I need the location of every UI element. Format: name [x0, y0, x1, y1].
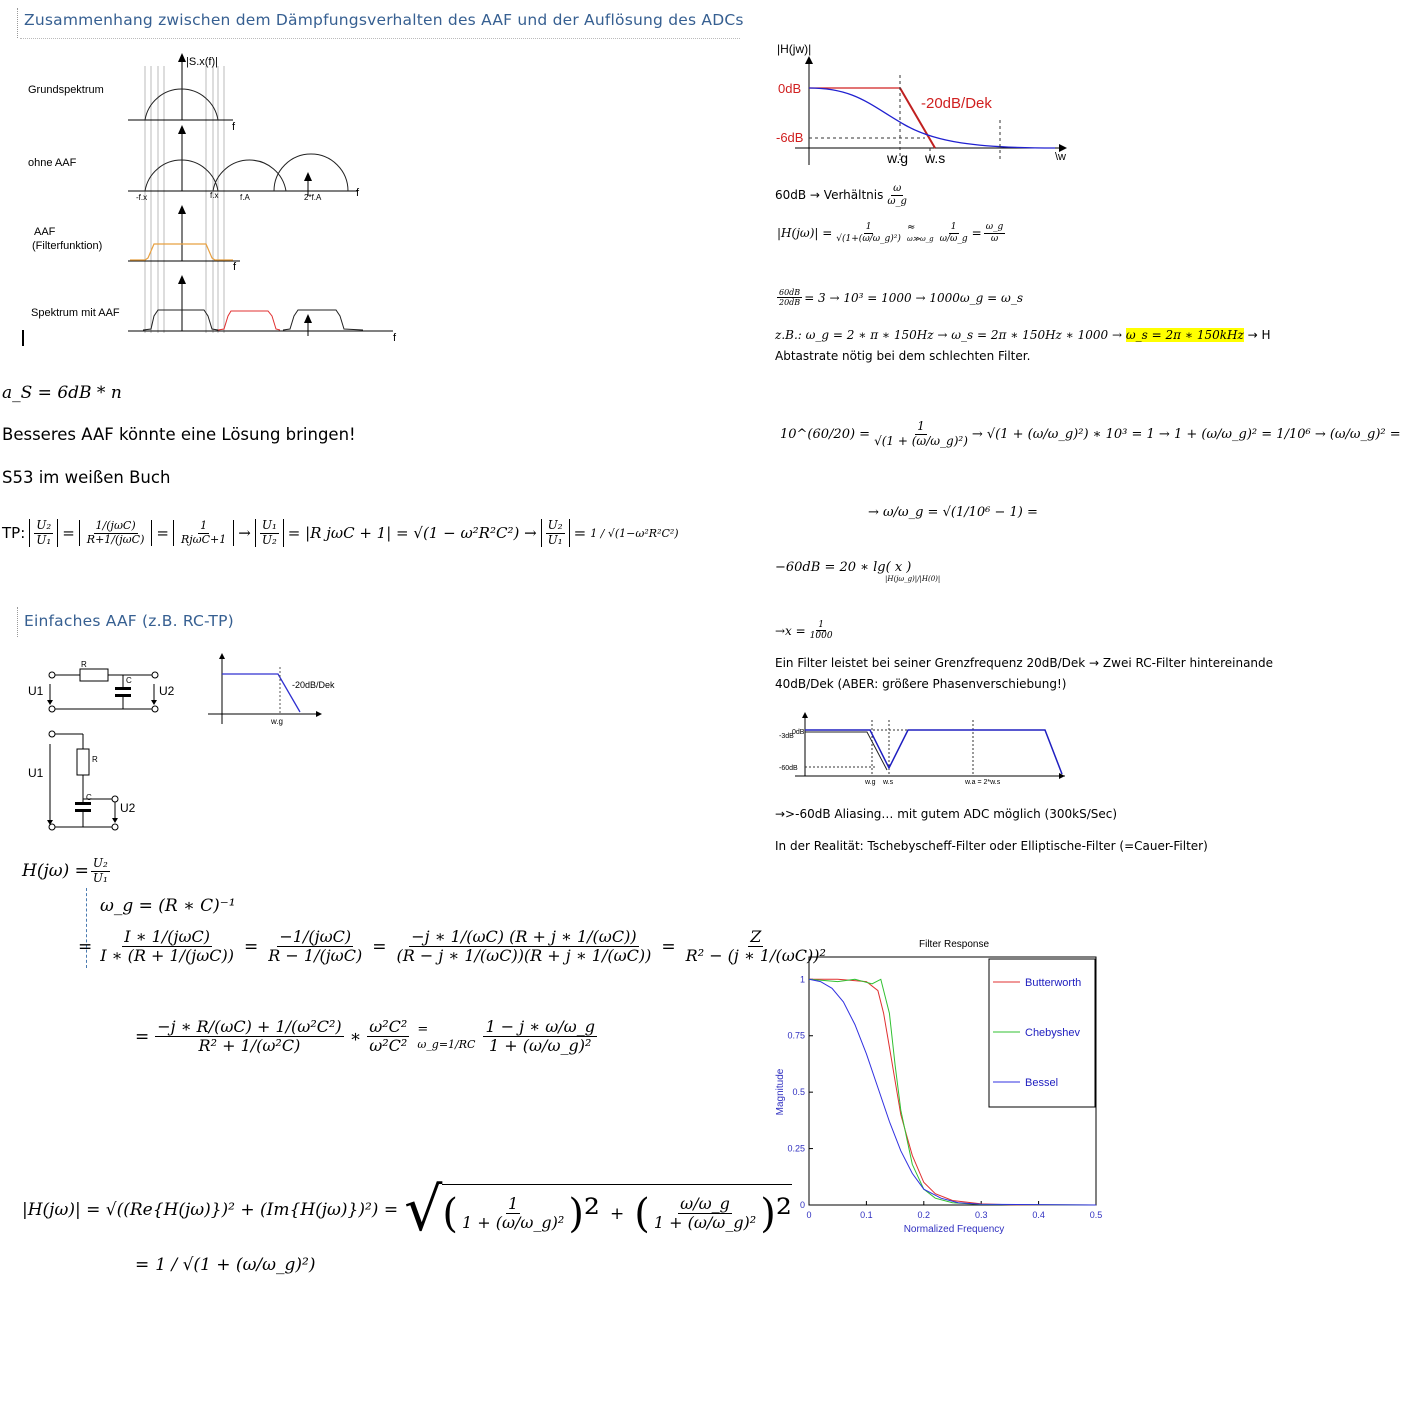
row-label-aaf: AAF [34, 226, 56, 238]
x-tick-label: 0.5 [1089, 1210, 1103, 1220]
h-def-num: U₂ [92, 856, 108, 870]
chart-xlabel: Normalized Frequency [903, 1224, 1005, 1235]
bode-y-label: |H(jw)| [777, 42, 812, 56]
line-60db: 60dB → Verhältnis $\frac{\omega}{\omega\_g}$ [775, 183, 907, 207]
tick-fx: f.x [210, 191, 219, 200]
tp-formula: TP: $\frac{\text{U₂}}{\text{U₁}}$ = $\frac{\text{1/(jωC)}}{\text{R+1/(jωC)}}$ = $\frac{1}{\text{RjωC+1}}$ → $\frac{\text{U₁}}{\text{U₂}}$ = |R jωC + 1| = √(1 − ω²R²C²) → $\frac{\text{U₂}}{\text{U₁}}$ = 1 / √(1−ω²R²C²) [2, 517, 679, 547]
f-label-3: f [233, 261, 237, 273]
r-label-1: R [81, 660, 87, 669]
x-tick-label: 0.2 [917, 1210, 931, 1220]
x-tick-label: 0.1 [860, 1210, 873, 1220]
zb-tail: → H [1247, 328, 1271, 342]
bode-wg: w.g [887, 150, 909, 166]
legend-label-butterworth: Butterworth [1025, 977, 1082, 989]
row-label-filterfunktion: (Filterfunktion) [32, 240, 103, 252]
f-label-2: f [356, 187, 360, 199]
tick-fa: f.A [240, 193, 250, 202]
row-label-mit-aaf: Spektrum mit AAF [31, 307, 120, 319]
c-label-1: C [126, 676, 132, 685]
h-def-den: U₁ [92, 870, 108, 885]
f-label-4: f [393, 332, 397, 344]
abs-h-approx: |H(jω)| = $\frac{1}{\text{√(1+(ω/ω\_g)²)}}$ ≈ ω≫ω_g $\frac{1}{\omega/\omega\_g}$ = $\frac{\omega\_g}{\omega}$ [777, 222, 1004, 244]
chart-title: Filter Response [918, 939, 990, 950]
x-tick-label: 0.4 [1032, 1210, 1045, 1220]
sb-wa: w.a = 2*w.s [965, 779, 1001, 786]
spectrum-axis-label: |S.x(f)| [186, 56, 218, 68]
wg-label-small: w.g [271, 717, 284, 726]
bode-0db: 0dB [778, 81, 802, 96]
bode-w: \w [1055, 151, 1066, 163]
derivation-line-1: = $\frac{\text{I ∗ 1/(jωC)}}{\text{I ∗ (R + 1/(jωC))}}$ = $\frac{\text{−1/(jωC)}}{\text{R − 1/(jωC)}}$ = $\frac{-j ∗ 1/(\omega C) (R + j ∗ 1/(\omega C))}{(R - j ∗ 1/(\omega C))(R + j ∗ 1/(\omega C))}$ = $\frac{Z}{\text{R² − (j ∗ 1/(ωC))²}}$ [78, 927, 826, 966]
omega-g-def: ω_g = (R ∗ C)⁻¹ [100, 896, 236, 916]
r-label-2: R [92, 755, 98, 764]
bode-minus6db: -6dB [776, 130, 804, 145]
rc-circuit-figure [20, 652, 360, 842]
minus60-line: −60dB = 20 ∗ lg( x ) |H(jω_g)|/|H(0)| [775, 560, 941, 583]
final-result: = 1 / √(1 + (ω/ω_g)²) [135, 1255, 316, 1275]
u1-label-2: U1 [28, 766, 44, 780]
sb-3db: -3dB [779, 733, 794, 740]
final-formula: 1 / √(1 + (ω/ω_g)²) [155, 1255, 316, 1275]
c-label-2: C [86, 793, 92, 802]
zb-text: z.B.: ω_g = 2 ∗ π ∗ 150Hz → ω_s = 2π ∗ 150Hz ∗ 1000 → [775, 328, 1123, 342]
f-label-1: f [232, 121, 236, 133]
sb-0db: 0dB [792, 729, 805, 736]
row-label-grundspektrum: Grundspektrum [28, 84, 104, 96]
two-filter-bode [775, 710, 1075, 785]
line-60db-text: 60dB → Verhältnis [775, 188, 884, 202]
u2-label-1: U2 [159, 684, 175, 698]
tp-prefix: TP: [2, 524, 26, 542]
chart-ylabel: Magnitude [775, 1068, 786, 1116]
spectrum-figure [18, 48, 438, 358]
legend-label-chebyshev: Chebyshev [1025, 1027, 1081, 1039]
minus60-text: −60dB = 20 ∗ lg( [775, 560, 891, 575]
filter-line-1: Ein Filter leistet bei seiner Grenzfrequenz 20dB/Dek → Zwei RC-Filter hintereinande [775, 656, 1274, 670]
sb-60db: -60dB [779, 765, 798, 772]
u1-label-1: U1 [28, 684, 44, 698]
zb-highlight: ω_s = 2π ∗ 150kHz [1125, 328, 1244, 342]
derivation-line-2: = $\frac{\text{−j ∗ R/(ωC) + 1/(ω²C²)}}{\text{R² + 1/(ω²C)}}$ ∗ $\frac{\text{ω²C²}}{\text{ω²C²}}$ = ω_g=1/RC $\frac{1 - j ∗ \omega/\omega\_g}{\text{1 + (ω/ω\_g)²}}$ [135, 1017, 595, 1056]
tick-minus-fx: -f.x [136, 193, 148, 202]
heading-rule-2 [17, 607, 18, 637]
bode-slope: -20dB/Dek [921, 95, 992, 112]
sb-ws: w.s [883, 779, 894, 786]
y-tick-label: 0.75 [787, 1030, 805, 1041]
x-tick-label: 0.3 [974, 1210, 988, 1220]
zb-line [775, 328, 1271, 342]
as-formula: a_S = 6dB * n [2, 383, 122, 403]
heading-1: Zusammenhang zwischen dem Dämpfungsverhalten des AAF und der Auflösung des ADCs [24, 11, 744, 29]
omega-ratio: → ω/ω_g = √(1/10⁶ − 1) = [868, 505, 1038, 520]
tp-result: 1 / √(1−ω²R²C²) [590, 526, 679, 540]
besseres-aaf-line: Besseres AAF könnte eine Lösung bringen! [2, 425, 356, 444]
abtast-line: Abtastrate nötig bei dem schlechten Filter. [775, 349, 1031, 363]
u2-label-2: U2 [120, 801, 136, 815]
y-tick-label: 0.25 [787, 1143, 805, 1154]
x-tick-label: 0 [806, 1210, 812, 1220]
h-def-label: H(jω) = [22, 861, 89, 882]
heading-underline [20, 38, 740, 39]
text-cursor [22, 330, 24, 346]
abs-h-line: |H(jω)| = √((Re{H(jω)})² + (Im{H(jω)})²) = √ ( $\frac{1}{\text{1 + (ω/ω\_g)²}}$ )² + ( $\frac{\omega/\omega\_g}{\text{1 + (ω/ω\_g)²}}$ )² [22, 1175, 792, 1245]
bode-ws: w.s [925, 150, 946, 166]
legend-label-bessel: Bessel [1025, 1077, 1059, 1089]
s53-line: S53 im weißen Buch [2, 468, 171, 487]
y-tick-label: 0.5 [792, 1087, 805, 1098]
filter-line-2: 40dB/Dek (ABER: größere Phasenverschiebung!) [775, 677, 1067, 691]
ratio-line: $\frac{60dB}{20dB}$ = 3 → 10³ = 1000 → 1000ω_g = ω_s [779, 288, 1023, 308]
y-tick-label: 0 [799, 1200, 805, 1210]
realitaet-line: In der Realität: Tschebyscheff-Filter oder Elliptische-Filter (=Cauer-Filter) [775, 839, 1208, 853]
x-line-text: →x = [775, 623, 806, 638]
power-eq: 10^(60/20) = $\frac{1}{\text{√(1 + (ω/ω\_g)²)}}$ → √(1 + (ω/ω_g)²) ∗ 10³ = 1 → 1 + (ω/ω_g)² = 1/10⁶ → (ω/ω_g)² = [780, 419, 1401, 448]
aliasing-line: →>-60dB Aliasing… mit gutem ADC möglich (300kS/Sec) [775, 807, 1118, 821]
heading-2: Einfaches AAF (z.B. RC-TP) [24, 612, 234, 630]
slope-label-small: -20dB/Dek [292, 680, 335, 690]
filter-response-chart [770, 932, 1110, 1242]
abs-h-formula: |H(jω)| = √((Re{H(jω)})² + (Im{H(jω)})²) = [22, 1200, 399, 1220]
bode-figure [775, 40, 1075, 175]
sb-wg: w.g [865, 779, 876, 786]
row-label-ohne: ohne AAF [28, 157, 77, 169]
tick-2fa: 2*f.A [304, 193, 322, 202]
x-line: →x = $\frac{1}{1000}$ [775, 620, 833, 642]
tp-formula-a: = |R jωC + 1| = √(1 − ω²R²C²) → [287, 524, 537, 542]
h-definition [22, 857, 112, 886]
heading-rule [17, 8, 18, 38]
y-tick-label: 1 [799, 974, 805, 985]
